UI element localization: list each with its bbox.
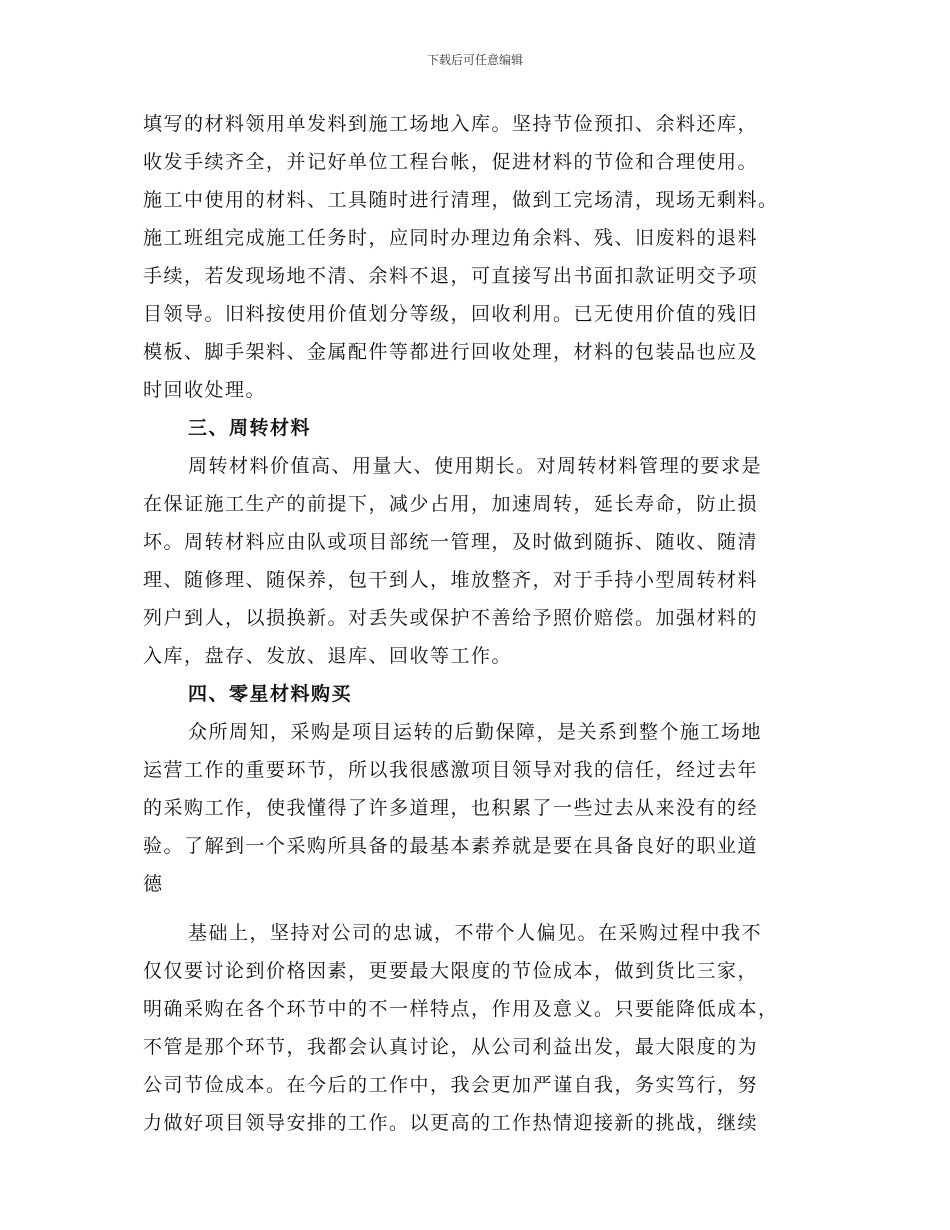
text-line: 公司节俭成本。在今后的工作中，我会更加严谨自我，务实笃行，努 — [143, 1074, 759, 1096]
text-line: 手续，若发现场地不清、余料不退，可直接写出书面扣款证明交予项 — [143, 265, 759, 287]
text-line: 列户到人，以损换新。对丢失或保护不善给予照价赔偿。加强材料的 — [143, 607, 759, 629]
text-line: 填写的材料领用单发料到施工场地入库。坚持节俭预扣、余料还库， — [143, 113, 759, 135]
paragraph-material-return — [143, 105, 823, 409]
text-line: 不管是那个环节，我都会认真讨论，从公司利益出发，最大限度的为 — [143, 1036, 759, 1058]
text-line: 收发手续齐全，并记好单位工程台帐，促进材料的节俭和合理使用。 — [143, 151, 759, 173]
text-line: 运营工作的重要环节，所以我很感激项目领导对我的信任，经过去年 — [143, 759, 759, 781]
text-line: 的采购工作，使我懂得了许多道理，也积累了一些过去从来没有的经 — [143, 797, 759, 819]
text-line: 在保证施工生产的前提下，减少占用，加速周转，延长寿命，防止损 — [143, 493, 759, 515]
text-line: 验。了解到一个采购所具备的最基本素养就是要在具备良好的职业道 — [143, 835, 759, 857]
paragraph-turnover-materials — [143, 447, 823, 675]
section-heading-sporadic-purchase: 四、零星材料购买 — [188, 683, 353, 705]
text-line: 德 — [143, 873, 164, 895]
text-line: 仅仅要讨论到价格因素，更要最大限度的节俭成本，做到货比三家， — [143, 960, 759, 982]
text-line: 周转材料价值高、用量大、使用期长。对周转材料管理的要求是 — [188, 455, 763, 477]
text-line: 众所周知，采购是项目运转的后勤保障，是关系到整个施工场地 — [188, 721, 763, 743]
text-line: 目领导。旧料按使用价值划分等级，回收利用。已无使用价值的残旧 — [143, 303, 759, 325]
section-heading-turnover-materials: 三、周转材料 — [188, 417, 312, 439]
text-line: 入库，盘存、发放、退库、回收等工作。 — [143, 645, 513, 667]
text-line: 基础上，坚持对公司的忠诚，不带个人偏见。在采购过程中我不 — [188, 922, 763, 944]
text-line: 施工中使用的材料、工具随时进行清理，做到工完场清，现场无剩料。 — [143, 189, 779, 211]
document-body — [143, 105, 823, 1142]
page-header: 下载后可任意编辑 — [426, 53, 523, 67]
text-line: 力做好项目领导安排的工作。以更高的工作热情迎接新的挑战，继续 — [143, 1112, 759, 1134]
text-line: 模板、脚手架料、金属配件等都进行回收处理，材料的包装品也应及 — [143, 341, 759, 363]
paragraph-purchase-intro — [143, 713, 823, 903]
text-line: 时回收处理。 — [143, 379, 267, 401]
text-line: 明确采购在各个环节中的不一样特点，作用及意义。只要能降低成本， — [143, 998, 779, 1020]
text-line: 理、随修理、随保养，包干到人，堆放整齐，对于手持小型周转材料 — [143, 569, 759, 591]
text-line: 施工班组完成施工任务时，应同时办理边角余料、残、旧废料的退料 — [143, 227, 759, 249]
paragraph-purchase-principles — [143, 914, 823, 1142]
text-line: 坏。周转材料应由队或项目部统一管理，及时做到随拆、随收、随清 — [143, 531, 759, 553]
